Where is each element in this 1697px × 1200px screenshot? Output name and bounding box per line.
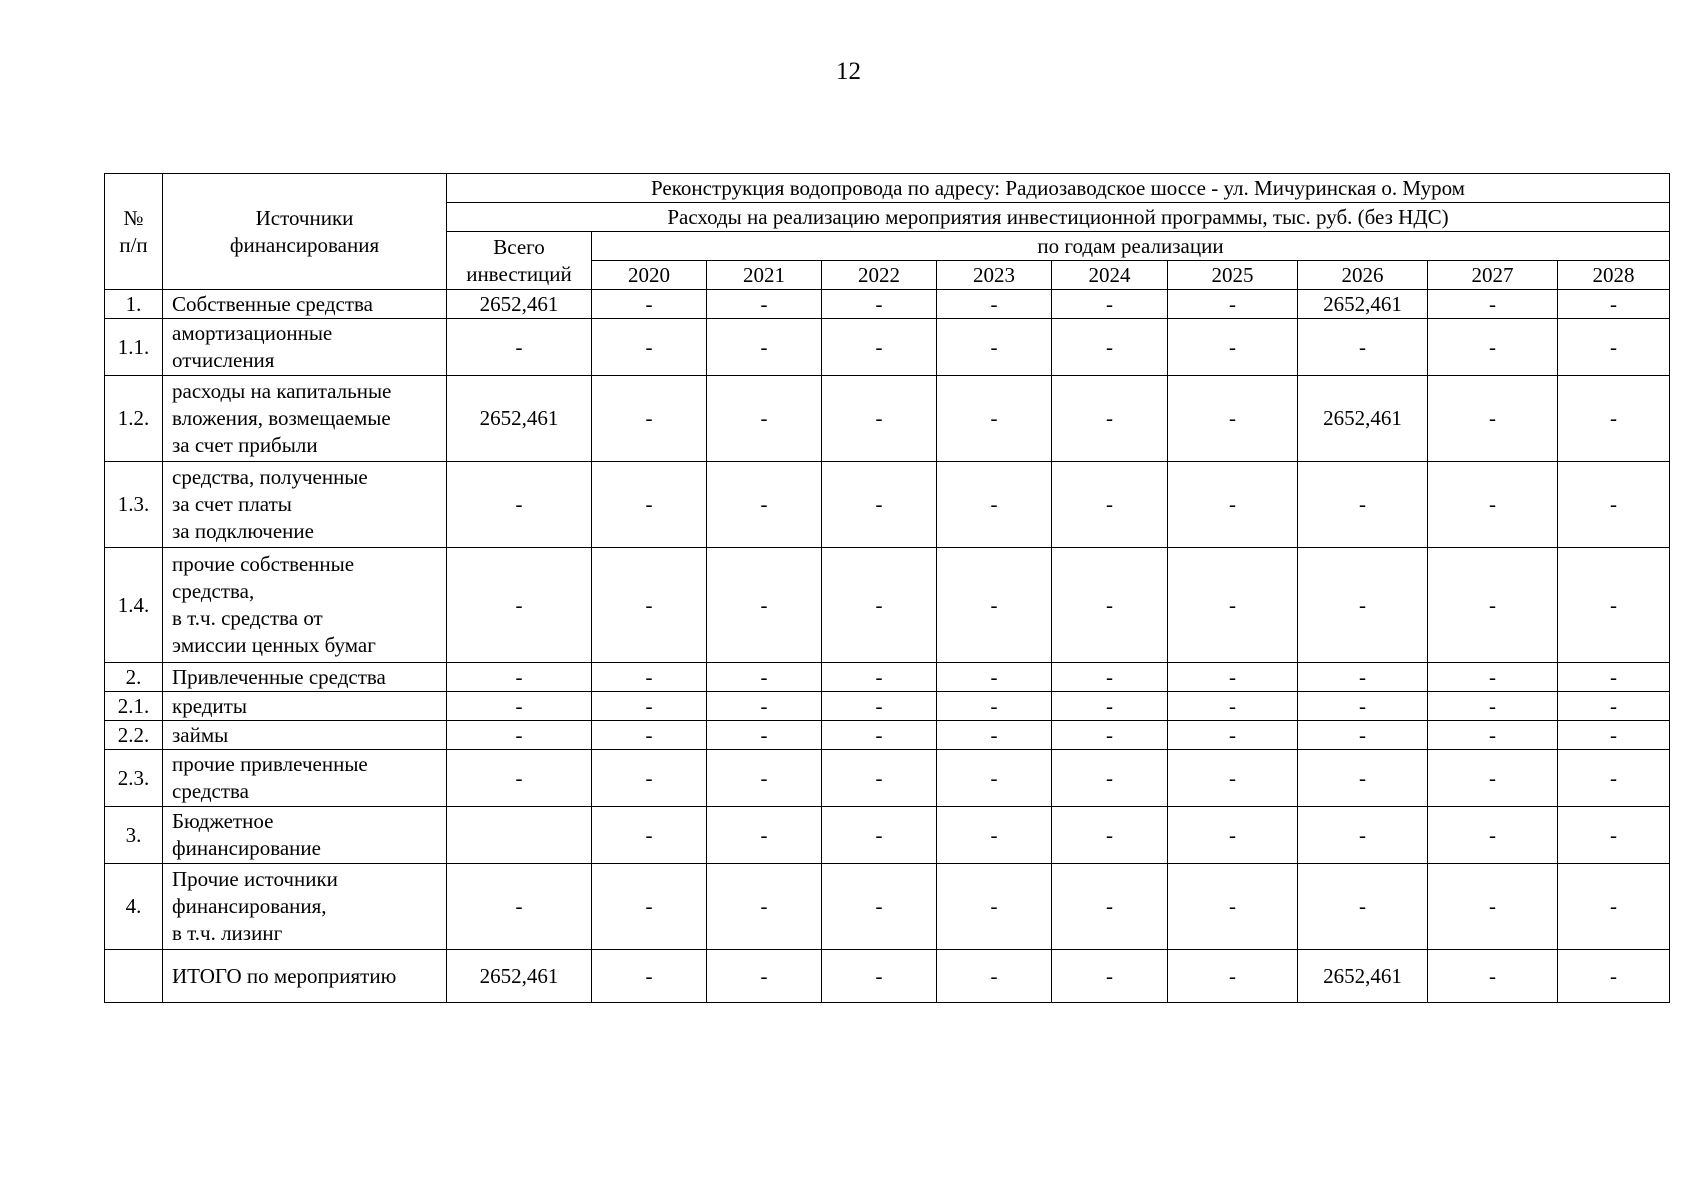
header-year: 2025 xyxy=(1168,261,1298,290)
table-row xyxy=(105,290,1670,319)
financing-source: прочие привлеченные средства xyxy=(163,750,447,807)
table-row xyxy=(105,864,1670,950)
expenses-title: Расходы на реализацию мероприятия инвестиционной программы, тыс. руб. (без НДС) xyxy=(447,203,1670,232)
total-investment: - xyxy=(447,750,592,807)
page-number: 12 xyxy=(836,58,861,85)
year-value: - xyxy=(1168,950,1298,1003)
year-value: - xyxy=(822,290,937,319)
year-value: - xyxy=(707,319,822,376)
year-value: - xyxy=(1052,750,1168,807)
row-number: 1. xyxy=(105,290,163,319)
year-value: - xyxy=(1052,376,1168,462)
row-number: 1.2. xyxy=(105,376,163,462)
year-value: - xyxy=(937,548,1052,663)
year-value: - xyxy=(1052,950,1168,1003)
year-value: - xyxy=(1052,462,1168,548)
year-value: - xyxy=(1298,721,1428,750)
financing-source: ИТОГО по мероприятию xyxy=(163,950,447,1003)
table-row xyxy=(105,692,1670,721)
year-value: - xyxy=(1558,548,1670,663)
year-value: - xyxy=(1428,462,1558,548)
year-value: - xyxy=(937,721,1052,750)
total-investment: - xyxy=(447,663,592,692)
table-row xyxy=(105,950,1670,1003)
year-value: - xyxy=(1168,376,1298,462)
year-value: - xyxy=(1558,950,1670,1003)
year-value: - xyxy=(1298,462,1428,548)
year-value: - xyxy=(1298,864,1428,950)
year-value: - xyxy=(592,548,707,663)
year-value: - xyxy=(1298,663,1428,692)
year-value: - xyxy=(707,290,822,319)
total-investment: - xyxy=(447,692,592,721)
row-number: 2. xyxy=(105,663,163,692)
financing-table xyxy=(104,173,1670,1003)
year-value: - xyxy=(937,376,1052,462)
year-value: - xyxy=(1558,692,1670,721)
year-value: - xyxy=(937,663,1052,692)
year-value: - xyxy=(1168,750,1298,807)
year-value: 2652,461 xyxy=(1298,950,1428,1003)
year-value: - xyxy=(937,462,1052,548)
row-number: 1.1. xyxy=(105,319,163,376)
year-value: - xyxy=(1428,950,1558,1003)
year-value: - xyxy=(937,864,1052,950)
year-value: - xyxy=(592,290,707,319)
year-value: - xyxy=(1052,721,1168,750)
year-value: - xyxy=(592,950,707,1003)
year-value: 2652,461 xyxy=(1298,290,1428,319)
year-value: - xyxy=(707,692,822,721)
year-value: - xyxy=(1428,692,1558,721)
year-value: - xyxy=(1168,663,1298,692)
header-year: 2027 xyxy=(1428,261,1558,290)
year-value: - xyxy=(1052,319,1168,376)
total-investment xyxy=(447,807,592,864)
year-value: - xyxy=(822,950,937,1003)
year-value: - xyxy=(822,692,937,721)
row-number xyxy=(105,950,163,1003)
year-value: - xyxy=(707,376,822,462)
year-value: - xyxy=(1168,548,1298,663)
header-year: 2020 xyxy=(592,261,707,290)
year-value: - xyxy=(822,721,937,750)
table-row xyxy=(105,548,1670,663)
financing-source: Собственные средства xyxy=(163,290,447,319)
year-value: - xyxy=(592,462,707,548)
financing-source: расходы на капитальные вложения, возмещаемые за счет прибыли xyxy=(163,376,447,462)
header-row-number: № п/п xyxy=(105,174,163,290)
year-value: - xyxy=(1428,750,1558,807)
header-year: 2023 xyxy=(937,261,1052,290)
year-value: - xyxy=(1558,376,1670,462)
year-value: - xyxy=(1168,721,1298,750)
row-number: 2.1. xyxy=(105,692,163,721)
year-value: - xyxy=(1428,319,1558,376)
year-value: - xyxy=(1052,548,1168,663)
year-value: - xyxy=(822,376,937,462)
year-value: - xyxy=(1558,807,1670,864)
year-value: - xyxy=(1558,462,1670,548)
year-value: - xyxy=(592,807,707,864)
year-value: - xyxy=(1298,319,1428,376)
header-financing-source: Источники финансирования xyxy=(163,174,447,290)
year-value: - xyxy=(1168,462,1298,548)
year-value: - xyxy=(592,864,707,950)
year-value: - xyxy=(822,462,937,548)
year-value: - xyxy=(1298,548,1428,663)
year-value: - xyxy=(822,864,937,950)
year-value: - xyxy=(707,750,822,807)
year-value: - xyxy=(707,663,822,692)
total-investment: - xyxy=(447,548,592,663)
year-value: - xyxy=(1298,750,1428,807)
year-value: - xyxy=(592,376,707,462)
year-value: - xyxy=(937,807,1052,864)
year-value: - xyxy=(1052,663,1168,692)
total-investment: 2652,461 xyxy=(447,950,592,1003)
year-value: - xyxy=(1428,864,1558,950)
year-value: - xyxy=(1558,319,1670,376)
year-value: - xyxy=(937,319,1052,376)
row-number: 1.4. xyxy=(105,548,163,663)
year-value: 2652,461 xyxy=(1298,376,1428,462)
year-value: - xyxy=(1168,319,1298,376)
header-years-group: по годам реализации xyxy=(592,232,1670,261)
table-body xyxy=(105,290,1670,1003)
year-value: - xyxy=(1168,864,1298,950)
year-value: - xyxy=(592,721,707,750)
year-value: - xyxy=(707,548,822,663)
row-number: 2.2. xyxy=(105,721,163,750)
year-value: - xyxy=(707,864,822,950)
year-value: - xyxy=(1168,692,1298,721)
year-value: - xyxy=(822,663,937,692)
row-number: 1.3. xyxy=(105,462,163,548)
total-investment: - xyxy=(447,721,592,750)
header-year: 2028 xyxy=(1558,261,1670,290)
header-year: 2022 xyxy=(822,261,937,290)
year-value: - xyxy=(1428,721,1558,750)
year-value: - xyxy=(937,950,1052,1003)
total-investment: - xyxy=(447,319,592,376)
year-value: - xyxy=(592,750,707,807)
header-total-investments: Всего инвестиций xyxy=(447,232,592,290)
financing-source: кредиты xyxy=(163,692,447,721)
financing-source: Бюджетное финансирование xyxy=(163,807,447,864)
year-value: - xyxy=(707,462,822,548)
table-row xyxy=(105,376,1670,462)
year-value: - xyxy=(1428,663,1558,692)
financing-source: Прочие источники финансирования, в т.ч. лизинг xyxy=(163,864,447,950)
table-row xyxy=(105,750,1670,807)
year-value: - xyxy=(822,750,937,807)
financing-source: амортизационные отчисления xyxy=(163,319,447,376)
total-investment: - xyxy=(447,864,592,950)
header-year: 2026 xyxy=(1298,261,1428,290)
table-header xyxy=(105,174,1670,290)
header-year: 2024 xyxy=(1052,261,1168,290)
row-number: 3. xyxy=(105,807,163,864)
year-value: - xyxy=(1052,290,1168,319)
year-value: - xyxy=(822,807,937,864)
financing-source: средства, полученные за счет платы за подключение xyxy=(163,462,447,548)
year-value: - xyxy=(1052,692,1168,721)
row-number: 2.3. xyxy=(105,750,163,807)
total-investment: 2652,461 xyxy=(447,376,592,462)
financing-source: Привлеченные средства xyxy=(163,663,447,692)
table-row xyxy=(105,462,1670,548)
year-value: - xyxy=(937,750,1052,807)
project-title: Реконструкция водопровода по адресу: Радиозаводское шоссе - ул. Мичуринская о. Муром xyxy=(447,174,1670,203)
year-value: - xyxy=(1558,721,1670,750)
header-year: 2021 xyxy=(707,261,822,290)
year-value: - xyxy=(1168,807,1298,864)
row-number: 4. xyxy=(105,864,163,950)
year-value: - xyxy=(1298,692,1428,721)
table-row xyxy=(105,721,1670,750)
total-investment: - xyxy=(447,462,592,548)
year-value: - xyxy=(1428,807,1558,864)
year-value: - xyxy=(937,692,1052,721)
year-value: - xyxy=(822,319,937,376)
year-value: - xyxy=(1168,290,1298,319)
year-value: - xyxy=(1428,548,1558,663)
year-value: - xyxy=(1558,750,1670,807)
financing-source: прочие собственные средства, в т.ч. средства от эмиссии ценных бумаг xyxy=(163,548,447,663)
financing-source: займы xyxy=(163,721,447,750)
table-row xyxy=(105,319,1670,376)
year-value: - xyxy=(707,807,822,864)
year-value: - xyxy=(1298,807,1428,864)
year-value: - xyxy=(1558,290,1670,319)
year-value: - xyxy=(592,692,707,721)
year-value: - xyxy=(937,290,1052,319)
year-value: - xyxy=(1558,663,1670,692)
year-value: - xyxy=(1052,864,1168,950)
year-value: - xyxy=(707,950,822,1003)
year-value: - xyxy=(592,319,707,376)
table-row xyxy=(105,807,1670,864)
year-value: - xyxy=(822,548,937,663)
year-value: - xyxy=(1558,864,1670,950)
year-value: - xyxy=(592,663,707,692)
table-row xyxy=(105,663,1670,692)
total-investment: 2652,461 xyxy=(447,290,592,319)
year-value: - xyxy=(707,721,822,750)
year-value: - xyxy=(1428,290,1558,319)
year-value: - xyxy=(1428,376,1558,462)
year-value: - xyxy=(1052,807,1168,864)
